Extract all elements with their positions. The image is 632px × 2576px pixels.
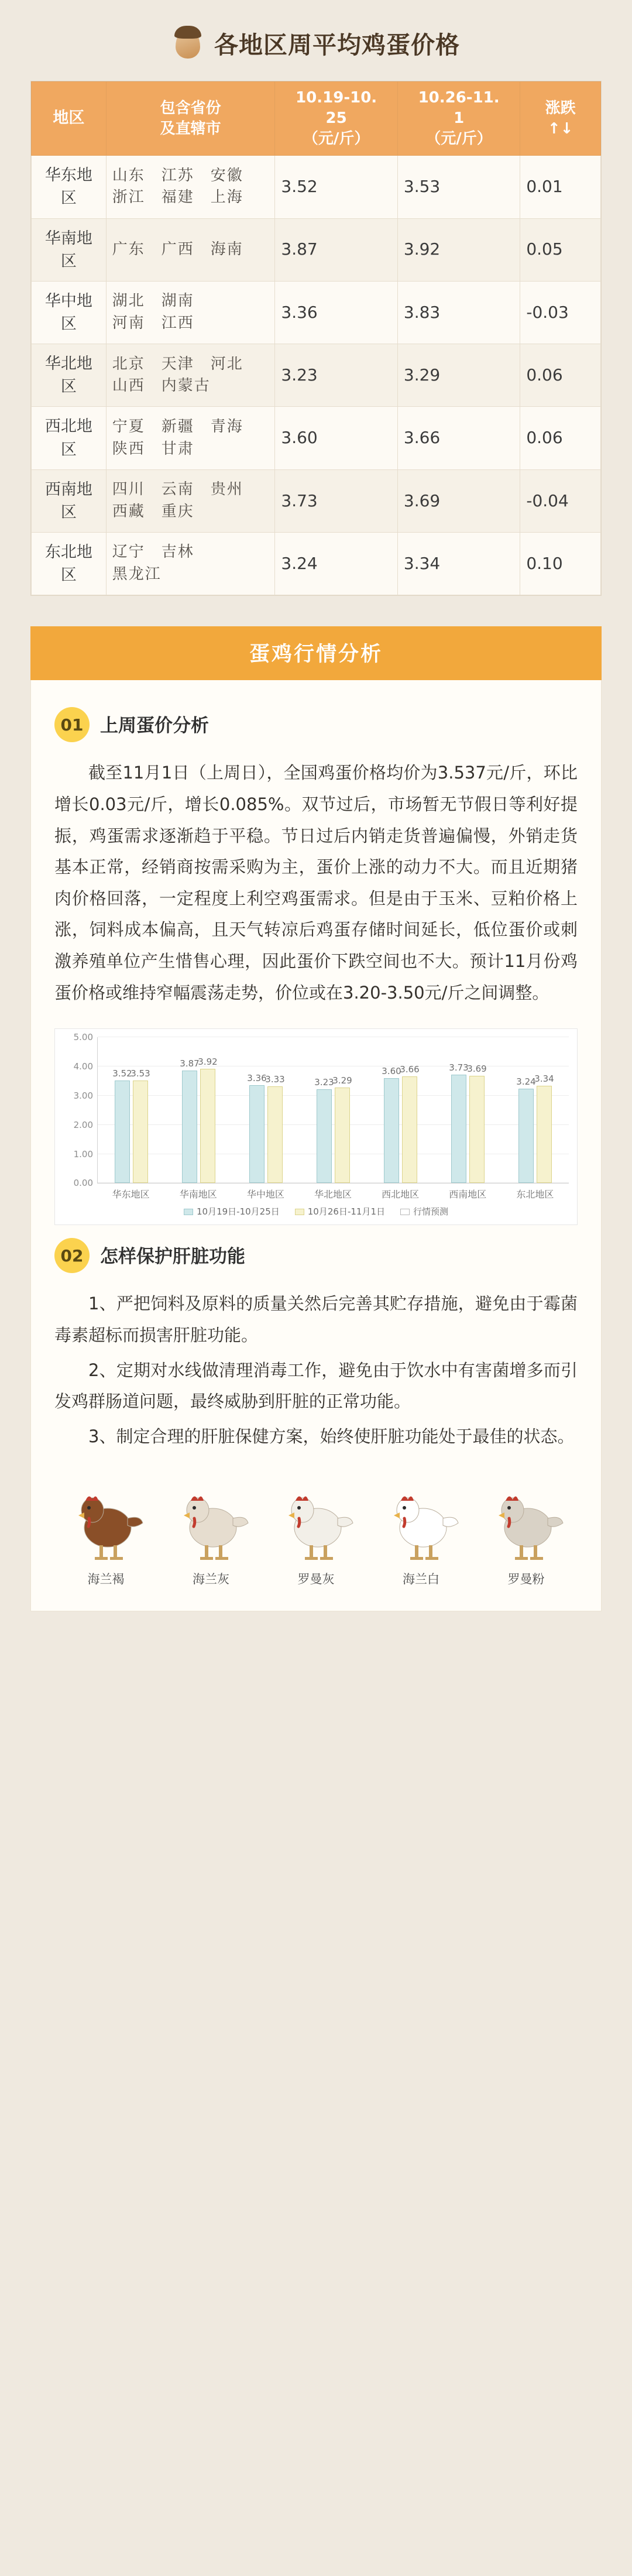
- cell-provinces: 四川 云南 贵州 西藏 重庆: [106, 469, 275, 532]
- chart-bar-value-label: 3.60: [382, 1066, 401, 1077]
- cell-provinces: 湖北 湖南 河南 江西: [106, 281, 275, 344]
- cell-region: 华北地区: [32, 344, 107, 407]
- chart-bar-group: [434, 1037, 502, 1183]
- chart-bar: [130, 1068, 150, 1184]
- page-header: [0, 0, 632, 81]
- chart-y-tick-label: 3.00: [73, 1090, 93, 1101]
- page-title: 各地区周平均鸡蛋价格: [214, 30, 460, 59]
- col-header-week2-line2: 1: [454, 109, 465, 128]
- col-header-region: 地区: [32, 82, 107, 156]
- col-header-provinces-line2: 及直辖市: [160, 119, 221, 138]
- breed-item: [162, 1476, 260, 1587]
- cell-week2: 3.29: [397, 344, 520, 407]
- section-02-title: [100, 1241, 245, 1270]
- cell-week2: 3.53: [397, 156, 520, 218]
- chart-bar-value-label: 3.66: [400, 1064, 420, 1075]
- cell-change: 0.05: [520, 218, 601, 281]
- cell-change: 0.10: [520, 532, 601, 595]
- chart-bar-group: [300, 1037, 367, 1183]
- legend-label-2: 行情预测: [413, 1206, 448, 1217]
- chart-y-tick-label: 1.00: [73, 1148, 93, 1160]
- cell-region: 西南地区: [32, 469, 107, 532]
- table-row: [32, 407, 601, 469]
- cell-week1: 3.36: [275, 281, 397, 344]
- table-row: [32, 532, 601, 595]
- cell-change: -0.04: [520, 469, 601, 532]
- col-header-change-arrows: ↑↓: [547, 119, 573, 138]
- chart-bar-value-label: 3.23: [314, 1076, 334, 1088]
- breed-item: [57, 1476, 155, 1587]
- legend-item-1: [295, 1205, 385, 1217]
- table-header-row: [32, 82, 601, 156]
- breed-name: 海兰白: [403, 1572, 439, 1586]
- legend-label-1: 10月26日-11月1日: [307, 1206, 385, 1217]
- cell-change: -0.03: [520, 281, 601, 344]
- chart-bar: [534, 1073, 554, 1183]
- table-row: [32, 218, 601, 281]
- col-header-week1-unit: （元/斤）: [303, 130, 370, 148]
- chart-bar-value-label: 3.69: [467, 1063, 487, 1074]
- section-02-header: [54, 1238, 578, 1273]
- chart-bar-value-label: 3.52: [112, 1068, 132, 1079]
- col-header-provinces: [106, 82, 275, 156]
- chart-bar: [516, 1076, 536, 1183]
- chart-x-tick-label: 东北地区: [516, 1189, 554, 1200]
- hen-photo: [162, 1476, 260, 1564]
- table-row: [32, 469, 601, 532]
- chart-x-tick-label: 华中地区: [246, 1189, 284, 1200]
- breed-name: 海兰褐: [87, 1572, 125, 1586]
- chart-x-tick-label: 西北地区: [382, 1189, 420, 1200]
- section-01-title-text: 上周蛋价分析: [100, 715, 209, 736]
- chart-bar-value-label: 3.92: [198, 1057, 218, 1068]
- chart-bar-group: [165, 1037, 232, 1183]
- cell-region: 东北地区: [32, 532, 107, 595]
- section-banner: 蛋鸡行情分析: [30, 626, 602, 680]
- chart-bar-group: [502, 1037, 569, 1183]
- cell-week2: 3.34: [397, 532, 520, 595]
- section-01-header: [54, 707, 578, 742]
- cell-change: 0.01: [520, 156, 601, 218]
- table-row: [32, 156, 601, 218]
- cell-region: 西北地区: [32, 407, 107, 469]
- section-01-paragraph: 截至11月1日（上周日），全国鸡蛋价格均价为3.537元/斤，环比增长0.03元/斤，增长0.085%。双节过后，市场暂无节假日等利好提振，鸡蛋需求逐渐趋于平稳。节日过后内销走货普遍偏慢，外销走货基本正常，经销商按需采购为主，蛋价上涨的动力不大。而且近期猪肉价格回落，一定程度上利空鸡蛋需求。但是由于玉米、豆粕价格上涨，饲料成本偏高，且天气转凉后鸡蛋存储时间延长，低位蛋价或刺激养殖单位产生惜售心理，因此蛋价下跌空间也不大。预计11月份鸡蛋价格或维持窄幅震荡走势，价位或在3.20-3.50元/斤之间调整。: [54, 763, 578, 1003]
- chart-bar: [112, 1068, 132, 1183]
- chart-bar: [247, 1073, 267, 1183]
- col-header-week1-line1: 10.19-10.: [296, 89, 377, 107]
- chart-x-tick-label: 华南地区: [179, 1189, 217, 1200]
- cell-week2: 3.83: [397, 281, 520, 344]
- price-table: [31, 81, 601, 595]
- table-row: [32, 281, 601, 344]
- chart-y-tick-label: 4.00: [73, 1061, 93, 1072]
- chart-bar-group: [232, 1037, 300, 1183]
- chart-bar-value-label: 3.53: [130, 1068, 150, 1079]
- col-header-change: [520, 82, 601, 156]
- section-02-number: 02: [54, 1238, 90, 1273]
- chart-bar: [180, 1058, 200, 1184]
- hen-photo: [267, 1476, 365, 1564]
- chart-bar: [449, 1062, 469, 1184]
- chart-bar: [382, 1066, 401, 1183]
- chart-bar-value-label: 3.87: [180, 1058, 200, 1069]
- col-header-provinces-line1: 包含省份: [160, 99, 221, 117]
- cell-week2: 3.66: [397, 407, 520, 469]
- cell-provinces: 辽宁 吉林 黑龙江: [106, 532, 275, 595]
- breed-name: 罗曼灰: [297, 1572, 335, 1586]
- table-row: [32, 344, 601, 407]
- chart-plot-area: [73, 1032, 569, 1189]
- cell-provinces: 北京 天津 河北 山西 内蒙古: [106, 344, 275, 407]
- col-header-week1: [275, 82, 397, 156]
- cell-provinces: 广东 广西 海南: [106, 218, 275, 281]
- cell-change: 0.06: [520, 344, 601, 407]
- cell-week1: 3.73: [275, 469, 397, 532]
- legend-item-0: [184, 1205, 280, 1217]
- chart-bar-value-label: 3.34: [534, 1073, 554, 1085]
- chart-bar-value-label: 3.29: [332, 1075, 352, 1086]
- cell-provinces: 宁夏 新疆 青海 陕西 甘肃: [106, 407, 275, 469]
- cell-week2: 3.92: [397, 218, 520, 281]
- breed-gallery: [54, 1476, 578, 1587]
- hen-photo: [372, 1476, 470, 1564]
- breed-name: 海兰灰: [193, 1572, 229, 1586]
- price-table-body: [32, 156, 601, 595]
- chart-bar: [314, 1076, 334, 1184]
- chart-bar-value-label: 3.33: [265, 1073, 285, 1085]
- section-02-paragraph-2: 2、定期对水线做清理消毒工作，避免由于饮水中有害菌增多而引发鸡群肠道问题，最终威胁到肝脏的正常功能。: [54, 1360, 578, 1412]
- chart-bars: [98, 1037, 569, 1183]
- chart-x-axis: [97, 1184, 569, 1200]
- col-header-change-line1: 涨跌: [545, 99, 576, 117]
- chart-y-tick-label: 0.00: [73, 1178, 93, 1189]
- chart-y-tick-label: 2.00: [73, 1119, 93, 1130]
- price-chart: [54, 1028, 578, 1225]
- chart-x-tick-label: 西南地区: [449, 1189, 487, 1200]
- chart-bar: [265, 1073, 285, 1184]
- breed-name: 罗曼粉: [507, 1572, 545, 1586]
- col-header-week2: [397, 82, 520, 156]
- col-header-week2-unit: （元/斤）: [425, 130, 492, 148]
- cell-week1: 3.52: [275, 156, 397, 218]
- analysis-card: [30, 680, 602, 1611]
- section-01-number: 01: [54, 707, 90, 742]
- chart-x-tick-label: 华东地区: [112, 1189, 150, 1200]
- cell-region: 华中地区: [32, 281, 107, 344]
- cell-provinces: 山东 江苏 安徽 浙江 福建 上海: [106, 156, 275, 218]
- section-01-title: [100, 711, 209, 739]
- section-02-paragraph-3: 3、制定合理的肝脏保健方案，始终使肝脏功能处于最佳的状态。: [88, 1426, 575, 1446]
- cell-week2: 3.69: [397, 469, 520, 532]
- breed-item: [372, 1476, 470, 1587]
- chart-bar: [198, 1057, 218, 1183]
- cell-week1: 3.60: [275, 407, 397, 469]
- breed-item: [267, 1476, 365, 1587]
- chart-bar-value-label: 3.73: [449, 1062, 469, 1073]
- section-02-title-text: 怎样保护肝脏功能: [100, 1246, 245, 1267]
- chart-bar: [332, 1075, 352, 1184]
- col-header-week2-line1: 10.26-11.: [418, 89, 500, 107]
- chart-x-tick-label: 华北地区: [314, 1189, 352, 1200]
- chart-bar: [467, 1063, 487, 1184]
- chart-y-tick-label: 5.00: [73, 1032, 93, 1043]
- hen-photo: [477, 1476, 575, 1564]
- cell-week1: 3.23: [275, 344, 397, 407]
- cell-region: 华南地区: [32, 218, 107, 281]
- cell-change: 0.06: [520, 407, 601, 469]
- hen-photo: [57, 1476, 155, 1564]
- section-02-paragraph-1: 1、严把饲料及原料的质量关然后完善其贮存措施，避免由于霉菌毒素超标而损害肝脏功能。: [54, 1294, 578, 1346]
- cell-week1: 3.24: [275, 532, 397, 595]
- chart-bar: [400, 1064, 420, 1183]
- chart-legend: [63, 1200, 569, 1220]
- legend-label-0: 10月19日-10月25日: [197, 1206, 280, 1217]
- chart-bar-group: [98, 1037, 165, 1183]
- cell-week1: 3.87: [275, 218, 397, 281]
- chart-bar-value-label: 3.24: [516, 1076, 536, 1088]
- egg-icon: [172, 25, 204, 61]
- col-header-week1-line2: 25: [325, 109, 347, 128]
- chart-bar-value-label: 3.36: [247, 1073, 267, 1084]
- cell-region: 华东地区: [32, 156, 107, 218]
- breed-item: [477, 1476, 575, 1587]
- price-table-wrapper: [30, 81, 602, 596]
- chart-bar-group: [367, 1037, 434, 1183]
- legend-item-2: [400, 1205, 448, 1217]
